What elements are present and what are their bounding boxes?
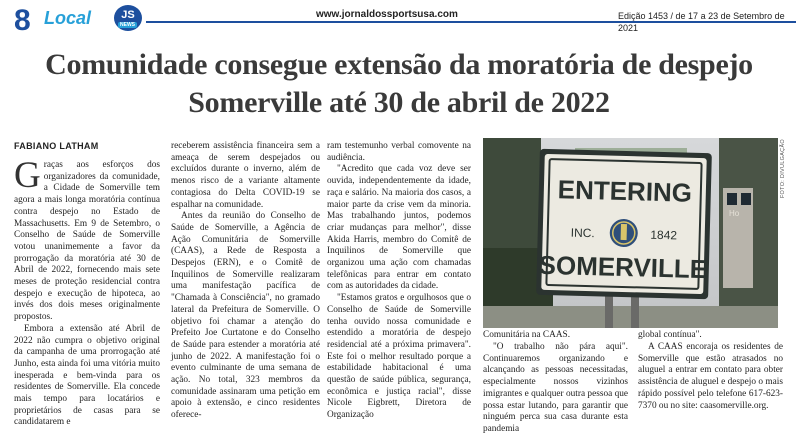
paragraph: Graças aos esforços dos organizadores da comunidade, a Cidade de Somerville tem agora a mais longa moratória contínua contra despejo no Estado de Massachusetts. Em 9 de Setembro, o Conselho de Saúde de Somerville votou unanimemente a favor da prorrogação da moratória até 30 de Abril de 2022, fornecendo mais sete meses de proteção residencial contra despejo e execução de hipoteca, ao invés dos dois meses originalmente propostos.	[14, 155, 160, 323]
article-column-3	[327, 141, 471, 422]
paragraph: "O trabalho não pára aqui". Continuaremos organizando e alcançando as pessoas necessitadas, especialmente nossos vizinhos imigrantes e qualquer outra pessoa que possa estar lutando, para garantir que ninguém perca sua casa durante esta pandemia	[483, 342, 628, 434]
somerville-sign-photo	[483, 138, 778, 328]
paragraph: global contínua".	[638, 330, 702, 340]
edition-info: Edição 1453 / de 17 a 23 de Setembro de 2021	[618, 11, 785, 33]
paragraph: Embora a extensão até Abril de 2022 não cumpra o objetivo original da campanha de uma prorrogação até Junho, esta ainda foi uma vitória muito inesperada e bem-vinda para os residentes de Somerville. Ela concede mais tempo para locatários e proprietários de casas para se candidatarem e	[14, 323, 160, 428]
photo-credit: FOTO: DIVULGAÇÃO	[780, 139, 786, 199]
website-url[interactable]: www.jornaldossportsusa.com	[316, 9, 458, 20]
logo-letters: JS	[121, 9, 135, 21]
author-byline: FABIANO LATHAM	[14, 141, 99, 151]
paragraph: ram testemunho verbal comovente na audiência.	[327, 141, 471, 163]
sign-text-entering: ENTERING	[557, 174, 693, 208]
paragraph: "Acredito que cada voz deve ser ouvida, independentemente da idade, raça e salário. Na maioria dos casos, a maior parte da crise vem da minoria. Mas trabalhando juntos, podemos criar mudanças para melhor", disse Akida Harris, membro do Comitê de Inquilinos de Somerville que organizou uma ação com chamadas telefônicas para entrar em contato com as autoridades da cidade.	[327, 164, 471, 292]
newspaper-logo[interactable]	[114, 5, 142, 31]
article-column-1	[14, 155, 160, 429]
paragraph: Antes da reunião do Conselho de Saúde de Somerville, a Agência de Ação Comunitária de Somerville (CAAS), a Rede de Resposta a Despejos (ERN), e o Comitê de Inquilinos de Somerville realizaram uma manifestação pacífica de "Chamada à Consciência", no gramado lateral da Prefeitura de Somerville. O objetivo foi chamar a atenção do Prefeito Joe Curtatone e do Conselho de Saúde para estender a moratória até junho de 2022. A manifestação foi o evento culminante de uma semana de ação. No total, 323 membros da comunidade assinaram uma petição em apoio à extensão, e cinco residentes oferece-	[171, 211, 320, 421]
paragraph: receberem assistência financeira sem a ameaça de serem despejados ou excluídos durante o inverno, além de menos risco de a variante altamente contagiosa do Delta COVID-19 se espalhar na comunidade.	[171, 141, 320, 210]
paragraph: A CAAS encoraja os residentes de Somerville que estão atrasados no aluguel a entrar em contato para obter assistência de aluguel e despejo o mais rápido possível pelo telefone 617-623-7370 ou no site: caasomerville.org.	[638, 342, 783, 411]
paragraph: "Estamos gratos e orgulhosos que o Conselho de Saúde de Somerville tenha ouvido nossa comunidade e estendido a moratória de despejo residencial até a próxima primavera". Este foi o melhor resultado porque a estabilidade habitacional é uma questão de saúde pública, segurança, econômica e justiça racial", disse Nicole Eigbrett, Diretora de Organização	[327, 293, 471, 421]
sign-text-inc: INC.	[570, 225, 595, 241]
background-sign-text: Ho	[729, 209, 740, 218]
page-number: 8	[14, 4, 31, 37]
page-header	[0, 0, 798, 37]
article-column-2	[171, 141, 320, 422]
sign-text-somerville: SOMERVILLE	[538, 249, 708, 285]
paragraph: Comunitária na CAAS.	[483, 330, 571, 340]
article-photo	[483, 138, 778, 328]
drop-cap: G	[14, 155, 41, 196]
logo-news-tag: NEWS	[120, 22, 135, 28]
sign-text-year: 1842	[650, 227, 678, 243]
section-label: Local	[44, 8, 92, 28]
article-headline: Comunidade consegue extensão da moratória de despejo Somerville até 30 de abril de 2022	[45, 48, 753, 119]
